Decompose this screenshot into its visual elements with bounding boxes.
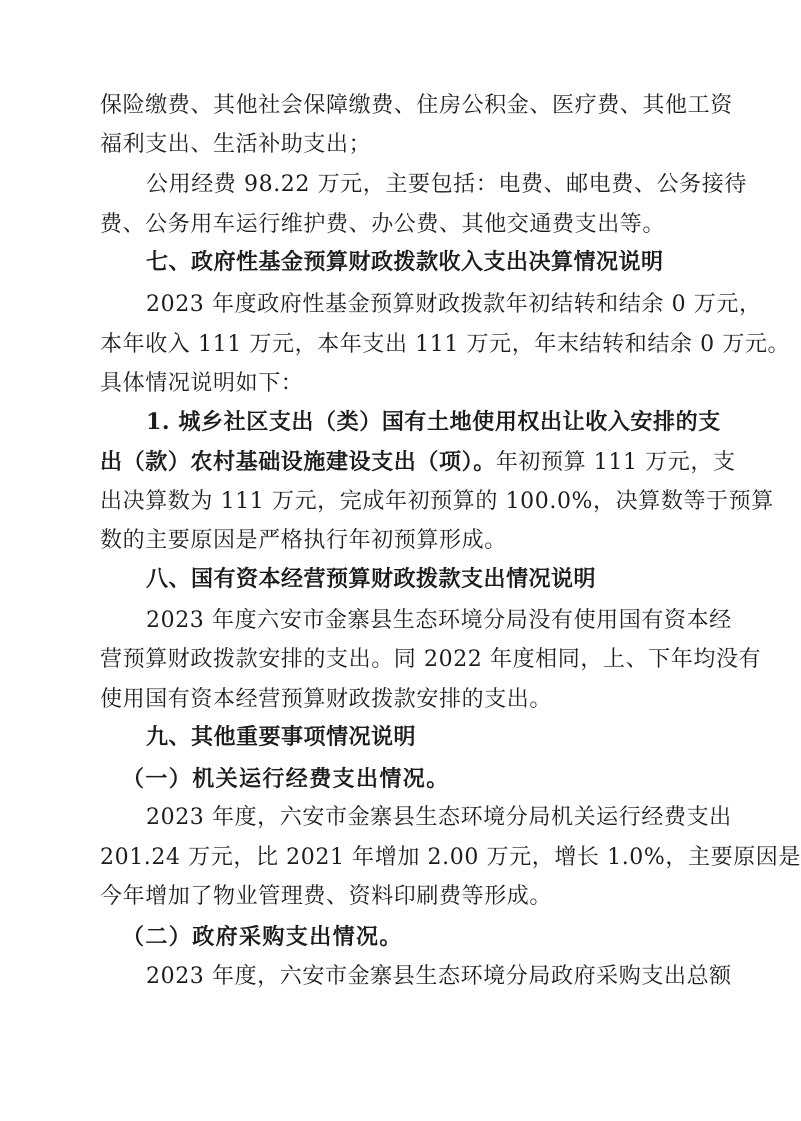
subsection-heading-2: （二）政府采购支出情况。 <box>122 924 403 950</box>
body-text-line: 2023 年度，六安市金寨县生态环境分局政府采购支出总额 <box>146 964 732 989</box>
body-text-line: 出决算数为 111 万元，完成年初预算的 100.0%，决算数等于预算 <box>100 489 774 514</box>
item-1-title-cont <box>100 447 736 478</box>
body-text-line: 本年收入 111 万元，本年支出 111 万元，年末结转和结余 0 万元。 <box>100 332 791 357</box>
body-text-line: 2023 年度，六安市金寨县生态环境分局机关运行经费支出 <box>146 805 732 830</box>
item-1-text: 年初预算 111 万元，支 <box>495 450 736 475</box>
body-text-line: 2023 年度六安市金寨县生态环境分局没有使用国有资本经 <box>146 608 732 633</box>
subsection-heading-1: （一）机关运行经费支出情况。 <box>122 766 450 792</box>
body-text-line: 费、公务用车运行维护费、办公费、其他交通费支出等。 <box>100 212 666 237</box>
body-text-line: 公用经费 98.22 万元，主要包括：电费、邮电费、公务接待 <box>146 172 747 197</box>
item-1-title: 1. 城乡社区支出（类）国有土地使用权出让收入安排的支 <box>146 409 721 435</box>
body-text-line: 今年增加了物业管理费、资料印刷费等形成。 <box>100 884 553 909</box>
body-text-line: 保险缴费、其他社会保障缴费、住房公积金、医疗费、其他工资 <box>100 93 733 118</box>
section-heading-8: 八、国有资本经营预算财政拨款支出情况说明 <box>146 567 597 592</box>
section-heading-9: 九、其他重要事项情况说明 <box>146 725 417 750</box>
body-text-line: 数的主要原因是严格执行年初预算形成。 <box>100 528 507 553</box>
body-text-line: 201.24 万元，比 2021 年增加 2.00 万元，增长 1.0%，主要原因是 <box>100 845 801 870</box>
section-heading-7: 七、政府性基金预算财政拨款收入支出决算情况说明 <box>146 250 664 275</box>
body-text-line: 营预算财政拨款安排的支出。同 2022 年度相同，上、下年均没有 <box>100 647 762 672</box>
item-1-title-end: 出（款）农村基础设施建设支出（项）。 <box>100 449 496 475</box>
body-text-line: 福利支出、生活补助支出； <box>100 132 372 157</box>
body-text-line: 2023 年度政府性基金预算财政拨款年初结转和结余 0 万元， <box>146 292 762 317</box>
body-text-line: 使用国有资本经营预算财政拨款安排的支出。 <box>100 687 553 712</box>
body-text-line: 具体情况说明如下： <box>100 371 304 396</box>
